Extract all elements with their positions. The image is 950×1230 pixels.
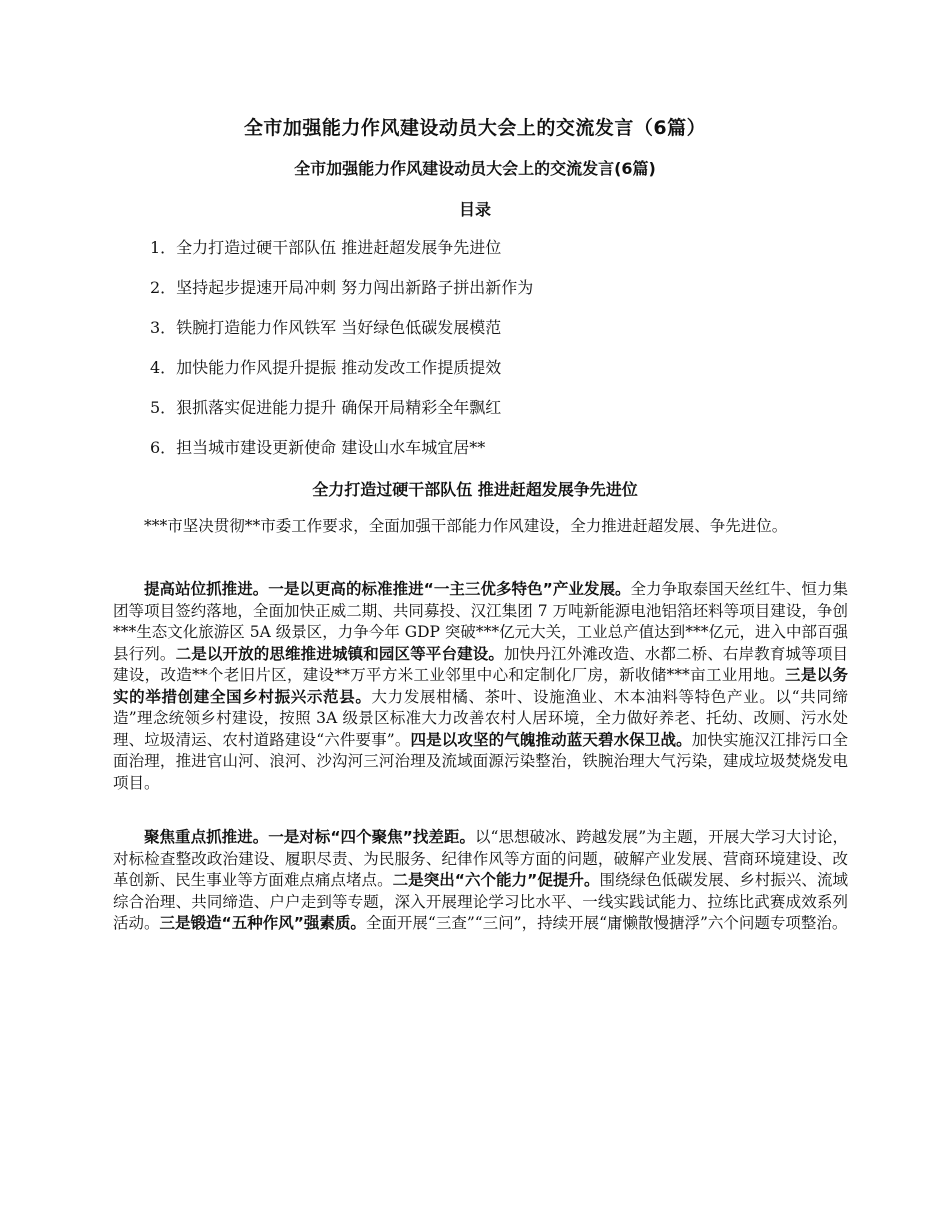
body-paragraph-2 [113, 827, 848, 935]
paragraph-text: 加快实施汉江排污口全面治理，推进官山河、浪河、沙沟河三河治理及流域面源污染整治，铁腕治理大气污染，建成垃圾焚烧发电项目。 [113, 730, 848, 792]
toc-item: 4．加快能力作风提升提振 推动发改工作提质提效 [150, 358, 502, 377]
toc-item: 6．担当城市建设更新使命 建设山水车城宜居** [150, 438, 486, 457]
toc-item: 5．狠抓落实促进能力提升 确保开局精彩全年飘红 [150, 398, 502, 417]
toc-item: 2．坚持起步提速开局冲刺 努力闯出新路子拼出新作为 [150, 278, 534, 297]
bold-lead: 二是以开放的思维推进城镇和园区等平台建设。 [175, 644, 505, 663]
intro-paragraph: ***市坚决贯彻**市委工作要求，全面加强干部能力作风建设，全力推进赶超发展、争先进位。 [144, 517, 788, 535]
toc-item: 1．全力打造过硬干部队伍 推进赶超发展争先进位 [150, 238, 502, 257]
bold-lead: 四是以攻坚的气魄推动蓝天碧水保卫战。 [410, 730, 692, 749]
bold-lead: 二是突出“六个能力”促提升。 [392, 871, 600, 889]
bold-lead: 三是以务实的举措创建全国乡村振兴示范县。 [113, 666, 848, 706]
bold-lead: 聚焦重点抓推进。一是对标“四个聚焦”找差距。 [144, 828, 475, 846]
toc-item: 3．铁腕打造能力作风铁军 当好绿色低碳发展模范 [150, 318, 502, 337]
body-paragraph-1 [113, 579, 848, 794]
document-subtitle: 全市加强能力作风建设动员大会上的交流发言(6篇) [294, 159, 656, 178]
bold-lead: 提高站位抓推进。一是以更高的标准推进“一主三优多特色”产业发展。 [144, 580, 631, 598]
table-of-contents [150, 236, 870, 476]
paragraph-text: 全面开展“三查”“三问”，持续开展“庸懒散慢搪浮”六个问题专项整治。 [365, 914, 848, 932]
paragraph-text: 加快丹江外滩改造、水都二桥、右岸教育城等项目建设，改造**个老旧片区，建设**万平方米工业邻里中心和定制化厂房，新收储***亩工业用地。 [113, 644, 848, 684]
paragraph-text: 大力发展柑橘、茶叶、设施渔业、木本油料等特色产业。以“共同缔造”理念统领乡村建设，按照 3A 级景区标准大力改善农村人居环境，全力做好养老、托幼、改厕、污水处理、垃圾清运、农村道路建设“六件要事”。 [113, 687, 848, 749]
paragraph-text: 围绕绿色低碳发展、乡村振兴、流域综合治理、共同缔造、户户走到等专题，深入开展理论学习比水平、一线实践试能力、拉练比武赛成效系列活动。 [113, 871, 848, 932]
section-heading: 全力打造过硬干部队伍 推进赶超发展争先进位 [312, 480, 638, 499]
bold-lead: 三是锻造“五种作风”强素质。 [159, 914, 366, 932]
toc-heading: 目录 [458, 200, 491, 219]
document-title: 全市加强能力作风建设动员大会上的交流发言（6篇） [243, 117, 707, 139]
paragraph-text: 全力争取泰国天丝红牛、恒力集团等项目签约落地，全面加快正威二期、共同募投、汉江集团 7 万吨新能源电池铝箔坯料等项目建设，争创***生态文化旅游区 5A 级景区，力争今年 GDP 突破***亿元大关，工业总产值达到***亿元，进入中部百强县行列。 [113, 580, 848, 663]
paragraph-text: 以“思想破冰、跨越发展”为主题，开展大学习大讨论，对标检查整改政治建设、履职尽责、为民服务、纪律作风等方面的问题，破解产业发展、营商环境建设、改革创新、民生事业等方面难点痛点堵点。 [113, 828, 848, 889]
